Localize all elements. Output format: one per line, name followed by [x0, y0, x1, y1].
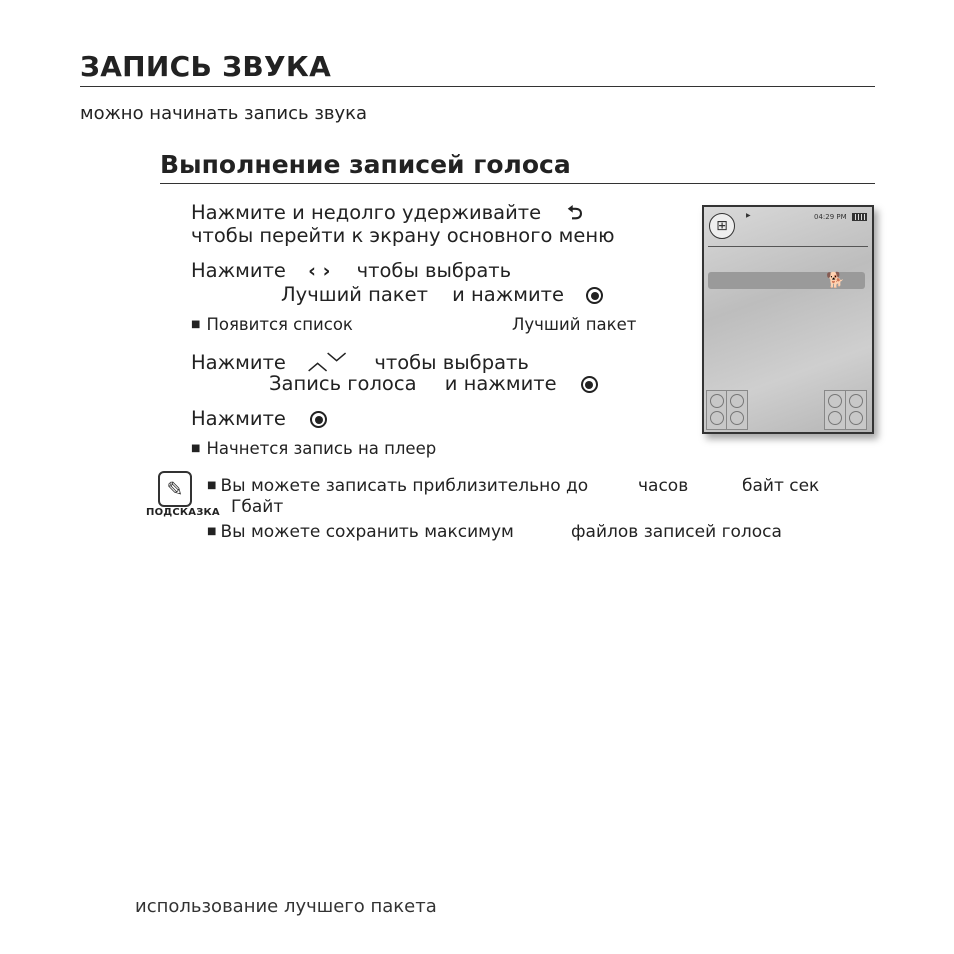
- step-3-text-b: чтобы выбрать: [374, 351, 529, 374]
- select-button-icon: [581, 376, 598, 393]
- tip-1-text-c: байт сек: [742, 476, 820, 496]
- step-3-press-text: и нажмите: [444, 372, 557, 395]
- bullet-icon: ■: [207, 526, 217, 537]
- select-button-icon: [586, 287, 603, 304]
- play-status-icon: ▶: [746, 212, 751, 219]
- step-2-menu-item: Лучший пакет: [281, 283, 428, 306]
- speaker-icon: [845, 390, 867, 430]
- battery-icon: [852, 213, 867, 221]
- section-title: Выполнение записей голоса: [160, 150, 571, 179]
- back-arrow-icon: ⮌: [567, 202, 583, 224]
- step-2-line-1: [191, 259, 511, 282]
- step-2-note-b: Лучший пакет: [512, 315, 637, 334]
- device-clock: 04:29 PM: [814, 213, 847, 221]
- section-divider: [160, 183, 875, 184]
- tip-1-text-a: Вы можете записать приблизительно до: [220, 476, 589, 496]
- bullet-icon: ■: [191, 319, 201, 330]
- step-2-press-text: и нажмите: [452, 283, 565, 306]
- page-footer: использование лучшего пакета: [135, 896, 437, 917]
- tip-2-text-a: Вы можете сохранить максимум: [220, 522, 514, 542]
- bullet-icon: ■: [207, 480, 217, 491]
- bullet-icon: ■: [191, 443, 201, 454]
- speaker-icon: [824, 390, 846, 430]
- pet-icon: 🐕: [826, 271, 845, 289]
- step-3-line-2: [269, 372, 598, 395]
- step-4-note-text: Начнется запись на плеер: [206, 439, 437, 458]
- tip-1-text-d: Гбайт: [231, 497, 284, 517]
- left-right-arrows-icon: ‹ ›: [308, 260, 331, 282]
- select-button-icon: [310, 411, 327, 428]
- step-1-text: Нажмите и недолго удерживайте: [191, 201, 542, 224]
- step-4-text: Нажмите: [191, 407, 286, 430]
- step-4-note: [191, 439, 436, 458]
- step-3-menu-item: Запись голоса: [269, 372, 417, 395]
- device-header-divider: [708, 246, 868, 247]
- tip-1-text-b: часов: [638, 476, 689, 496]
- step-1-line-2: чтобы перейти к экрану основного меню: [191, 224, 615, 247]
- tip-item-2: [207, 522, 514, 542]
- step-2-text-b: чтобы выбрать: [356, 259, 512, 282]
- step-2-text-a: Нажмите: [191, 259, 286, 282]
- step-2-note: [191, 315, 353, 334]
- tip-2-text-b: файлов записей голоса: [571, 522, 782, 542]
- tip-icon: ✎: [158, 471, 192, 507]
- page-title: ЗАПИСЬ ЗВУКА: [80, 50, 332, 83]
- tip-item-1: [207, 476, 588, 496]
- step-4-line-1: [191, 407, 327, 430]
- device-screen: [702, 205, 874, 434]
- main-menu-icon: ⊞: [709, 213, 735, 239]
- step-2-line-2: [281, 283, 603, 306]
- step-3-line-1: [191, 348, 529, 375]
- step-3-text-a: Нажмите: [191, 351, 286, 374]
- title-divider: [80, 86, 875, 87]
- speaker-icon: [706, 390, 728, 430]
- step-2-note-a: Появится список: [206, 315, 353, 334]
- up-down-arrows-icon: ︿﹀: [308, 352, 347, 374]
- intro-text: можно начинать запись звука: [80, 103, 368, 124]
- tip-label: ПОДСКАЗКА: [146, 507, 220, 518]
- speaker-icon: [726, 390, 748, 430]
